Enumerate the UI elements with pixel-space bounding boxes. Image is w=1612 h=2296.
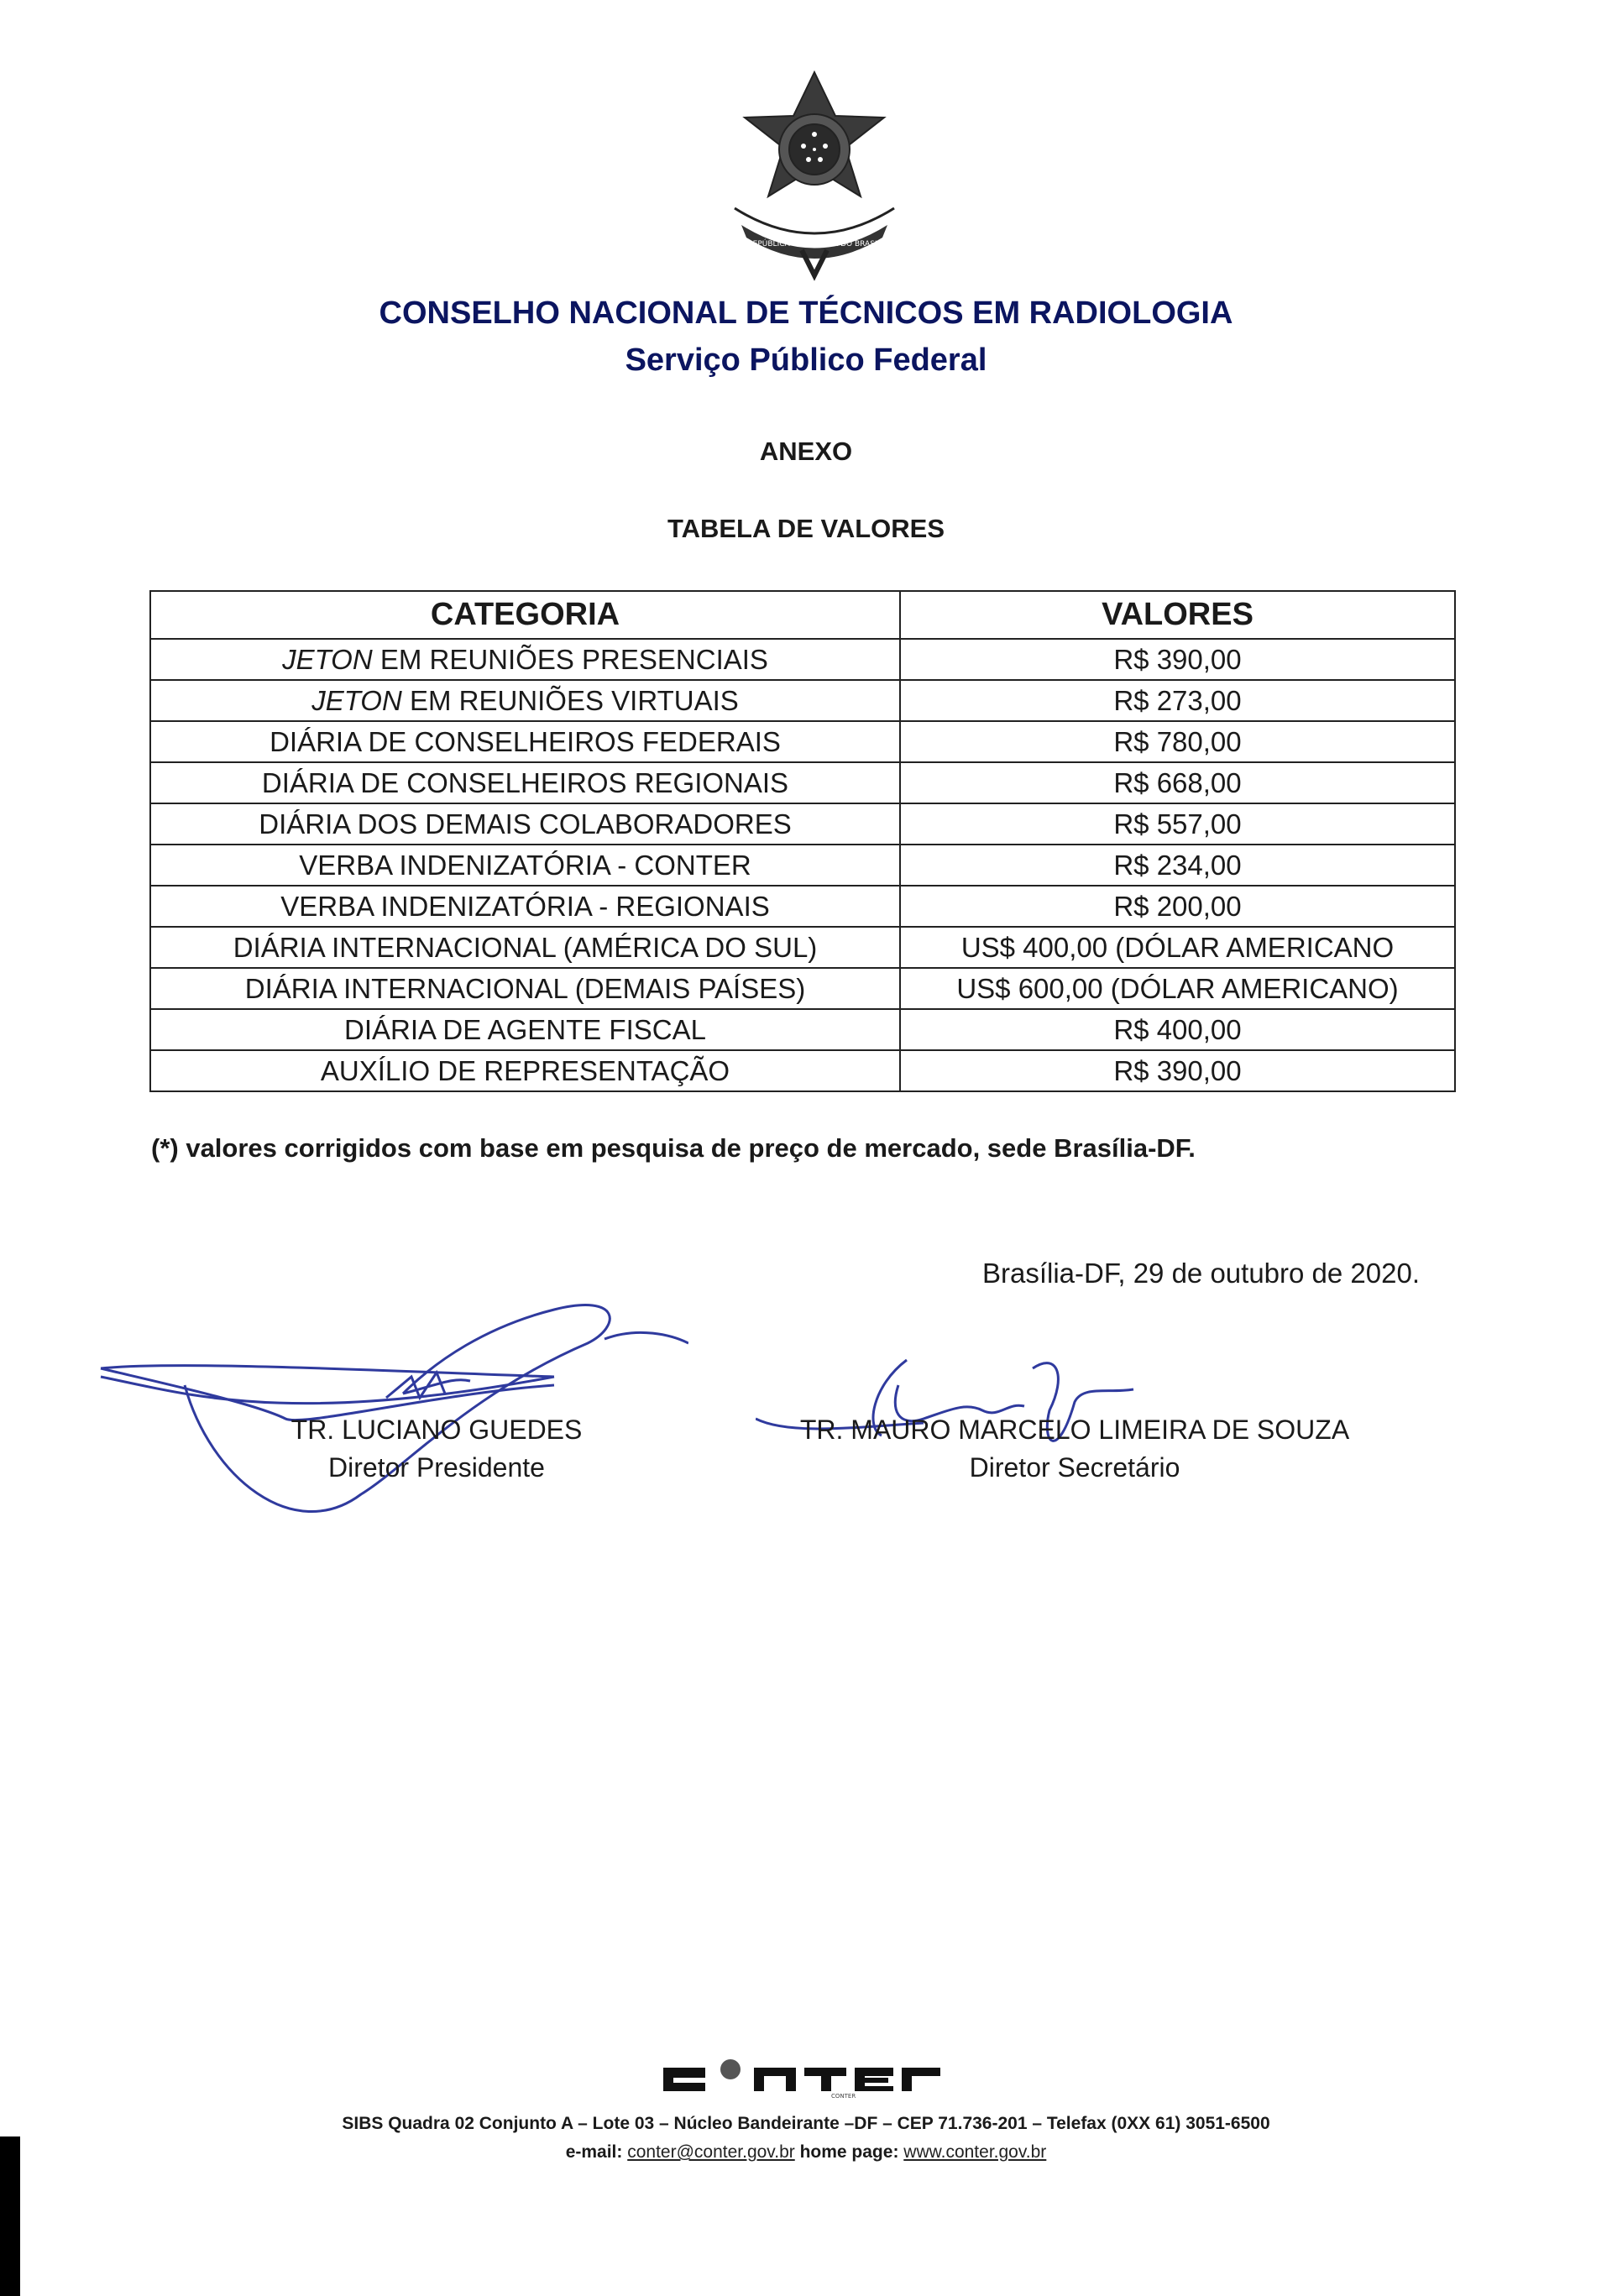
column-header-values: VALORES [900, 591, 1455, 639]
value-cell: R$ 390,00 [900, 1050, 1455, 1091]
footer-address: SIBS Quadra 02 Conjunto A – Lote 03 – Núcleo Bandeirante –DF – CEP 71.736-201 – Telefax (0XX 61) 3051-6500 [342, 2114, 1270, 2133]
category-cell: DIÁRIA DE CONSELHEIROS FEDERAIS [150, 721, 900, 762]
table-row [150, 639, 1455, 680]
table-row [150, 968, 1455, 1009]
category-cell: VERBA INDENIZATÓRIA - REGIONAIS [150, 886, 900, 927]
category-prefix: JETON [282, 643, 373, 675]
signature-1-role: Diretor Presidente [328, 1452, 545, 1483]
category-cell: DIÁRIA DOS DEMAIS COLABORADORES [150, 803, 900, 845]
scan-edge-mark [0, 2136, 20, 2296]
organization-subtitle: Serviço Público Federal [625, 343, 987, 378]
value-cell: R$ 668,00 [900, 762, 1455, 803]
category-cell: DIÁRIA DE AGENTE FISCAL [150, 1009, 900, 1050]
annex-label: ANEXO [759, 437, 853, 466]
value-cell: R$ 390,00 [900, 639, 1455, 680]
category-cell: DIÁRIA INTERNACIONAL (DEMAIS PAÍSES) [150, 968, 900, 1009]
table-row [150, 886, 1455, 927]
value-cell: R$ 234,00 [900, 845, 1455, 886]
footer-contact [0, 2142, 1612, 2163]
organization-name: CONSELHO NACIONAL DE TÉCNICOS EM RADIOLOGIA [379, 295, 1233, 331]
conter-logo [663, 2036, 949, 2099]
value-cell: R$ 557,00 [900, 803, 1455, 845]
table-row [150, 680, 1455, 721]
category-cell: DIÁRIA DE CONSELHEIROS REGIONAIS [150, 762, 900, 803]
table-row [150, 762, 1455, 803]
email-label: e-mail: [565, 2142, 628, 2162]
table-row [150, 927, 1455, 968]
signature-1-name: TR. LUCIANO GUEDES [290, 1415, 583, 1445]
value-cell: US$ 600,00 (DÓLAR AMERICANO) [900, 968, 1455, 1009]
category-cell: AUXÍLIO DE REPRESENTAÇÃO [150, 1050, 900, 1091]
category-cell [150, 680, 900, 721]
footnote: (*) valores corrigidos com base em pesquisa de preço de mercado, sede Brasília-DF. [151, 1133, 1196, 1163]
table-row [150, 845, 1455, 886]
value-cell: R$ 200,00 [900, 886, 1455, 927]
table-row [150, 721, 1455, 762]
category-text: EM REUNIÕES PRESENCIAIS [372, 643, 768, 675]
email-link[interactable]: conter@conter.gov.br [627, 2142, 795, 2162]
category-cell: DIÁRIA INTERNACIONAL (AMÉRICA DO SUL) [150, 927, 900, 968]
table-row [150, 1050, 1455, 1091]
date-line: Brasília-DF, 29 de outubro de 2020. [982, 1258, 1420, 1289]
value-cell: R$ 273,00 [900, 680, 1455, 721]
category-cell: VERBA INDENIZATÓRIA - CONTER [150, 845, 900, 886]
value-cell: R$ 780,00 [900, 721, 1455, 762]
value-cell: US$ 400,00 (DÓLAR AMERICANO [900, 927, 1455, 968]
coat-of-arms-emblem [718, 65, 911, 288]
table-row [150, 1009, 1455, 1050]
signature-2-name: TR. MAURO MARCELO LIMEIRA DE SOUZA [799, 1415, 1350, 1445]
table-header-row [150, 591, 1455, 639]
column-header-category: CATEGORIA [150, 591, 900, 639]
category-cell [150, 639, 900, 680]
logo-text: CONTER [831, 2093, 856, 2099]
values-table [149, 590, 1456, 1092]
homepage-link[interactable]: www.conter.gov.br [903, 2142, 1047, 2162]
table-title: TABELA DE VALORES [667, 514, 945, 543]
category-prefix: JETON [311, 684, 402, 716]
homepage-label: home page: [794, 2142, 904, 2162]
value-cell: R$ 400,00 [900, 1009, 1455, 1050]
seal-text: REPÚBLICA FEDERATIVA DO BRASIL [747, 240, 882, 248]
category-text: EM REUNIÕES VIRTUAIS [401, 684, 739, 716]
table-row [150, 803, 1455, 845]
signature-2-role: Diretor Secretário [969, 1452, 1180, 1483]
